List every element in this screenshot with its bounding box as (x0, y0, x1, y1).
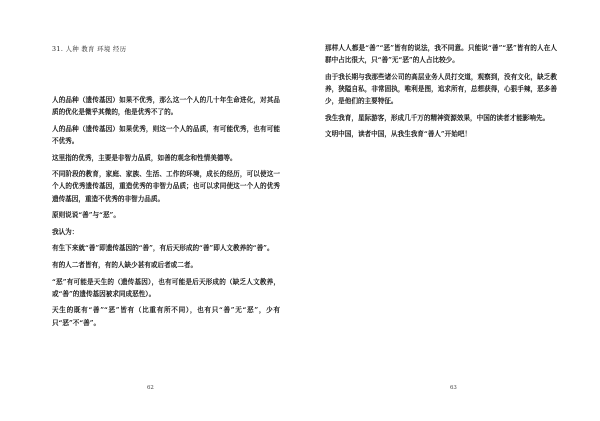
right-page-body (325, 42, 557, 145)
paragraph: 文明中国，读者中国，从我生我育“善人”开始吧！ (325, 130, 472, 139)
paragraph: 人的品种（遗传基因）如果优秀，则这一个人的品质，有可能优秀，也有可能不优秀。 (52, 124, 280, 145)
paragraph: 这里指的优秀，主要是非智力品质，如善的观念和性情美德等。 (52, 153, 237, 162)
section-heading: 31. 人种 教育 环境 经历 (52, 46, 127, 53)
right-page (300, 0, 600, 421)
paragraph: 我认为： (52, 227, 79, 236)
paragraph: 原则说说“善”与“恶”。 (52, 211, 120, 220)
page-number-left: 62 (147, 385, 154, 391)
page-number-right: 63 (450, 385, 457, 391)
paragraph: 那样人人都是“善”“恶”皆有的说法，我不同意。只能说“善”“恶”皆有的人在人群中占比很大，只“善”无“恶”的人占比较少。 (325, 44, 557, 65)
paragraph: 有的人二者皆有，有的人缺少甚有或后者或二者。 (52, 260, 198, 269)
paragraph: 我生我育，星际游客，形成几千万的精神资源效果，中国的读者才能影响先。 (325, 113, 550, 122)
paragraph: 不同阶段的教育，家庭、家族、生活、工作的环境，成长的经历，可以使这一个人的优秀遗传基因，重造优秀的非智力品质；也可以求同使这一个人的优秀遗传基因，重造不优秀的非智力品质。 (52, 170, 280, 203)
left-page-body (52, 94, 280, 333)
paragraph: 人的品种（遗传基因）如果不优秀，那么这一个人的几十年生命进化，对其品质的优化是微乎其微的，他是优秀不了的。 (52, 96, 280, 117)
paragraph: 有生下来就“善”即遗传基因的“善”，有后天形成的“善”即人文教养的“善”。 (52, 244, 274, 253)
paragraph: 天生的既有“善”“恶”皆有（比重有所不同），也有只“善”无“恶”，少有只“恶”不“善”。 (52, 306, 280, 327)
paragraph: “恶”有可能是天生的（遗传基因），也有可能是后天形成的（缺乏人文教养，或“善”的遗传基因被求同成恶性）。 (52, 277, 280, 298)
paragraph: 由于我长期与我那些诸公司的高层业务人员打交道，观察到，没有文化，缺乏教养，狭隘自私，非常固执，唯利是图，追求所有，总想获得，心狠手辣，恶多善少，是他们的主要特征。 (325, 72, 557, 106)
